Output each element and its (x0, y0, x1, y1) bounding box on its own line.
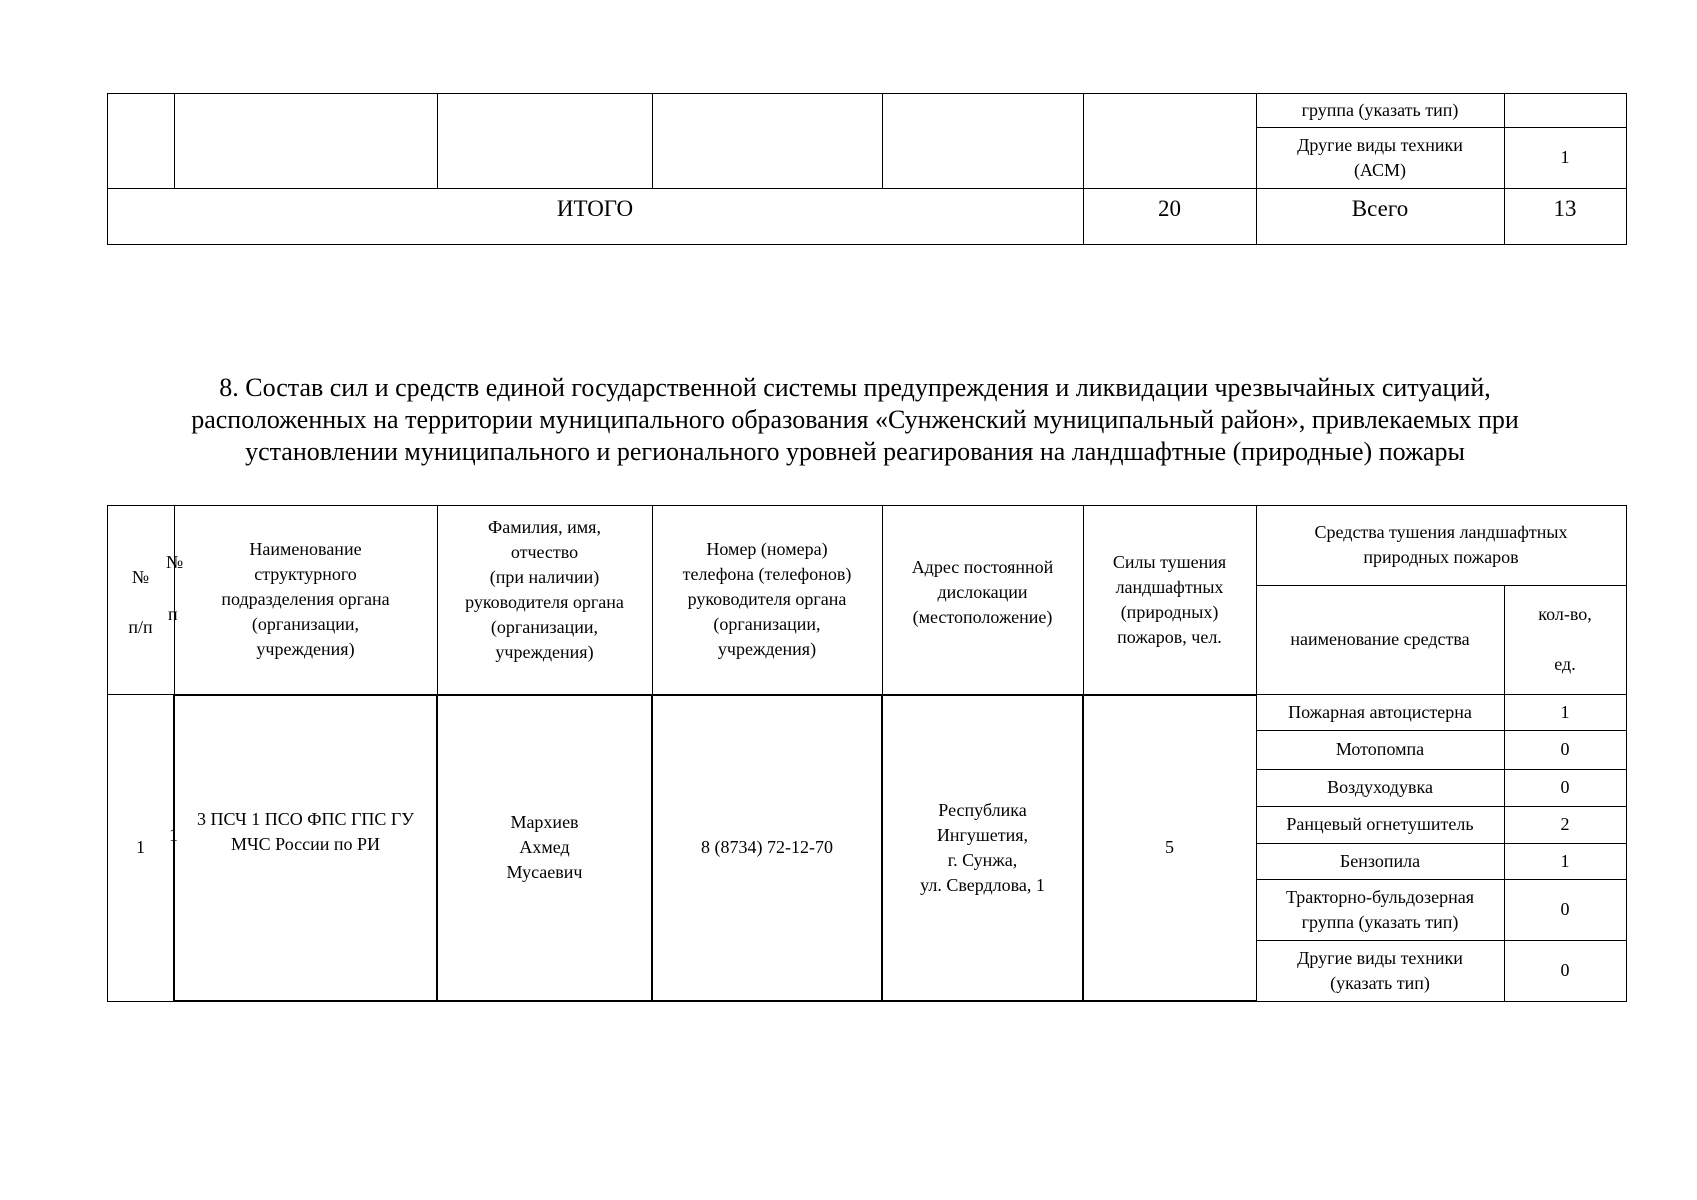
other-equipment-name-cell: Другие виды техники (АСМ) (1297, 134, 1463, 180)
header-forces: Силы тушения ландшафтных (природных) пожаров, чел. (1112, 551, 1227, 647)
means-name-cell: Бензопила (1339, 850, 1421, 871)
group-type-qty-cell (1504, 93, 1626, 127)
header-number: № п/п (128, 567, 153, 637)
row-head-name: Мархиев Ахмед Мусаевич (506, 812, 583, 882)
header-address: Адрес постоянной дислокации (местоположение) (911, 557, 1054, 627)
total-label: ИТОГО (556, 195, 634, 221)
total-forces: 20 (1158, 195, 1181, 221)
means-name-cell: Воздуходувка (1327, 777, 1433, 797)
header-unit-name: Наименование структурного подразделения органа (организации, учреждения) (221, 539, 390, 659)
means-qty-cell: 1 (1560, 701, 1570, 722)
header-means-name: наименование средства (1290, 629, 1470, 649)
means-name-cell: Пожарная автоцистерна (1288, 701, 1472, 722)
means-qty-cell: 0 (1560, 777, 1570, 797)
means-name-cell: Ранцевый огнетушитель (1286, 814, 1474, 834)
header-head-name: Фамилия, имя, отчество (при наличии) руководителя органа (организации, учреждения) (465, 517, 624, 662)
section-heading: 8. Состав сил и средств единой государственной системы предупреждения и ликвидации чрезвычайных ситуаций, расположенных на территории муниципального образования «Сунженский муниципальный район», привлекаемых при установлении муниципального и регионального уровней реагирования на ландшафтные (природные) пожары (191, 373, 1519, 466)
row-unit-name: 3 ПСЧ 1 ПСО ФПС ГПС ГУ МЧС России по РИ (196, 808, 415, 854)
means-name-cell: Тракторно-бульдозерная группа (указать тип) (1285, 886, 1475, 932)
means-qty-cell: 2 (1560, 814, 1570, 834)
means-qty-cell: 0 (1560, 899, 1570, 919)
header-phone: Номер (номера) телефона (телефонов) руководителя органа (организации, учреждения) (682, 539, 852, 659)
header-means-qty: кол-во, ед. (1538, 604, 1592, 674)
row-number: 1 (136, 837, 145, 857)
means-name-cell: Мотопомпа (1335, 739, 1425, 759)
row-number-fragment: 1 (169, 825, 178, 845)
header-number-fragment: п (168, 604, 178, 624)
header-means: Средства тушения ландшафтных природных пожаров (1314, 522, 1568, 567)
means-name-cell: Другие виды техники (указать тип) (1297, 947, 1463, 993)
means-qty-cell: 0 (1560, 960, 1570, 980)
other-equipment-qty-cell: 1 (1560, 147, 1570, 167)
row-phone: 8 (8734) 72-12-70 (701, 837, 833, 857)
means-qty-cell: 0 (1560, 739, 1570, 759)
total-means-label: Всего (1351, 195, 1409, 221)
total-means-qty: 13 (1553, 195, 1577, 221)
row-forces: 5 (1165, 837, 1174, 857)
row-address: Республика Ингушетия, г. Сунжа, ул. Свердлова, 1 (920, 799, 1045, 895)
group-type-name-cell: группа (указать тип) (1301, 99, 1459, 120)
header-number-fragment: № (166, 552, 184, 572)
means-qty-cell: 1 (1560, 850, 1570, 871)
